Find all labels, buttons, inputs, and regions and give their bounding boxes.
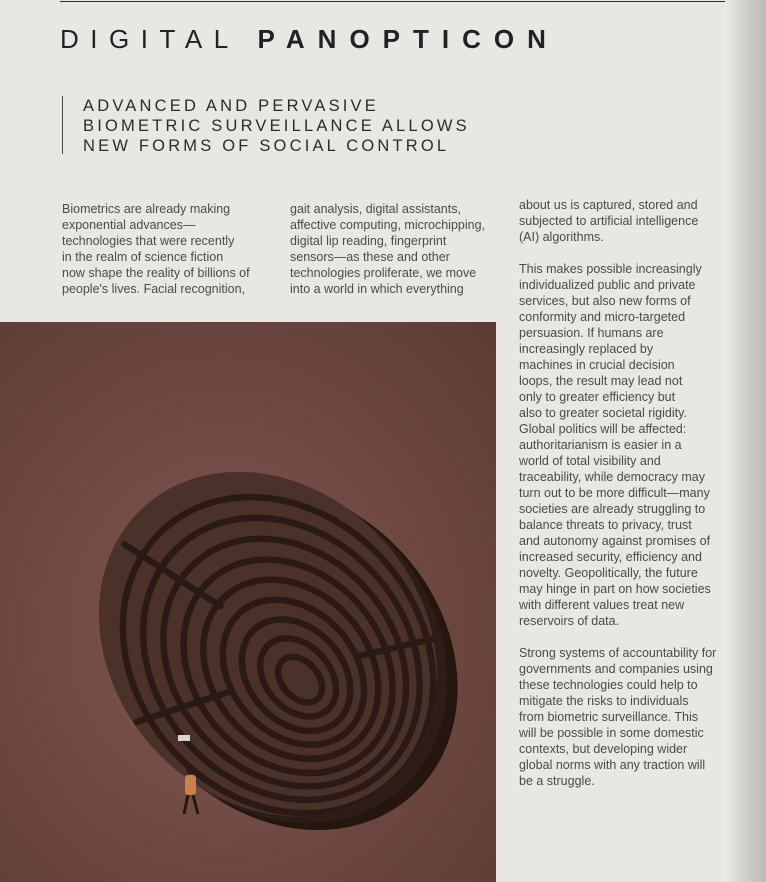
paragraph: [290, 201, 505, 297]
paragraph: [519, 645, 734, 789]
text-line: mitigate the risks to individuals: [519, 694, 689, 708]
text-line: novelty. Geopolitically, the future: [519, 566, 698, 580]
text-line: technologies proliferate, we move: [290, 266, 477, 280]
text-line: loops, the result may lead not: [519, 374, 683, 388]
text-line: turn out to be more difficult—many: [519, 486, 710, 500]
text-line: Strong systems of accountability for: [519, 646, 717, 660]
text-line: and autonomy against promises of: [519, 534, 711, 548]
body-column-3: [519, 197, 734, 805]
text-line: from biometric surveillance. This: [519, 710, 698, 724]
subtitle-line-3: NEW FORMS OF SOCIAL CONTROL: [83, 137, 450, 155]
text-line: gait analysis, digital assistants,: [290, 202, 461, 216]
text-line: exponential advances—: [62, 218, 196, 232]
page-title: [60, 24, 559, 55]
text-line: technologies that were recently: [62, 234, 235, 248]
body-column-2: [290, 201, 505, 313]
body-column-1: [62, 201, 272, 313]
text-line: be a struggle.: [519, 774, 595, 788]
text-line: these technologies could help to: [519, 678, 698, 692]
text-line: individualized public and private: [519, 278, 696, 292]
text-line: world of total visibility and: [519, 454, 661, 468]
text-line: in the realm of science fiction: [62, 250, 224, 264]
title-bold: PANOPTICON: [257, 24, 559, 54]
text-line: balance threats to privacy, trust: [519, 518, 692, 532]
text-line: Biometrics are already making: [62, 202, 231, 216]
subtitle-line-2: BIOMETRIC SURVEILLANCE ALLOWS: [83, 117, 470, 135]
paragraph: [519, 261, 734, 629]
text-line: about us is captured, stored and: [519, 198, 698, 212]
paragraph: [519, 197, 734, 245]
text-line: persuasion. If humans are: [519, 326, 664, 340]
paragraph: [62, 201, 272, 297]
text-line: digital lip reading, fingerprint: [290, 234, 447, 248]
text-line: contexts, but developing wider: [519, 742, 688, 756]
text-line: traceability, while democracy may: [519, 470, 705, 484]
text-line: may hinge in part on how societies: [519, 582, 711, 596]
text-line: machines in crucial decision: [519, 358, 675, 372]
text-line: now shape the reality of billions of: [62, 266, 250, 280]
text-line: increased security, efficiency and: [519, 550, 702, 564]
fingerprint-illustration: [0, 322, 496, 882]
title-light: DIGITAL: [60, 24, 239, 54]
text-line: with different values treat new: [519, 598, 685, 612]
text-line: also to greater societal rigidity.: [519, 406, 687, 420]
text-line: societies are already struggling to: [519, 502, 706, 516]
text-line: authoritarianism is easier in a: [519, 438, 682, 452]
subtitle-line-1: ADVANCED AND PERVASIVE: [83, 97, 379, 115]
text-line: people's lives. Facial recognition,: [62, 282, 246, 296]
text-line: increasingly replaced by: [519, 342, 654, 356]
text-line: will be possible in some domestic: [519, 726, 704, 740]
subtitle: [62, 96, 470, 154]
text-line: global norms with any traction will: [519, 758, 706, 772]
text-line: reservoirs of data.: [519, 614, 620, 628]
text-line: This makes possible increasingly: [519, 262, 702, 276]
text-line: services, but also new forms of: [519, 294, 691, 308]
text-line: conformity and micro-targeted: [519, 310, 686, 324]
text-line: only to greater efficiency but: [519, 390, 676, 404]
text-line: into a world in which everything: [290, 282, 464, 296]
text-line: Global politics will be affected:: [519, 422, 687, 436]
text-line: governments and companies using: [519, 662, 713, 676]
text-line: (AI) algorithms.: [519, 230, 604, 244]
text-line: subjected to artificial intelligence: [519, 214, 699, 228]
text-line: sensors—as these and other: [290, 250, 450, 264]
text-line: affective computing, microchipping,: [290, 218, 486, 232]
top-rule: [60, 1, 725, 2]
